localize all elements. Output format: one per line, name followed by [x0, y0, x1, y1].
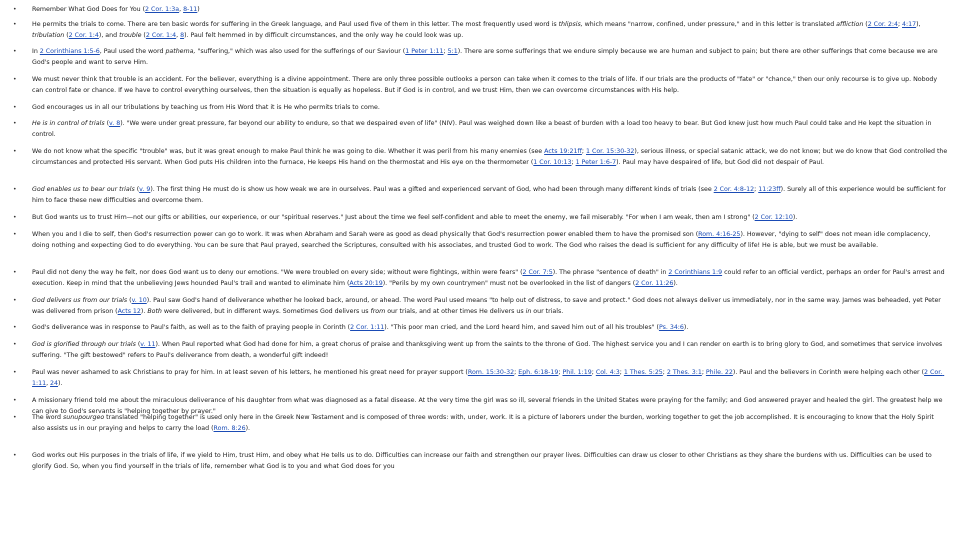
scripture-reference-link[interactable]: 2 Cor. 1:11 [350, 324, 385, 331]
emphasis-text: God is glorified through our trials [32, 341, 136, 348]
scripture-reference-link[interactable]: 2 Cor. 1:11 [32, 369, 945, 387]
emphasis-text: trouble [119, 31, 142, 39]
scripture-reference-link[interactable]: 1 Cor. 15:30-32 [586, 148, 635, 155]
body-text: ). When Paul reported what God had done for him, a great chorus of praise and thanksgiving went up from the saints to the throne of God. The highest service you and I can render on earth is to bring glory to God, and sometimes that service involves suffering. "The gift bestowed" refers to Paul's deliverance from death, a wonderful gift indeed! [32, 341, 945, 359]
body-text: Remember What God Does for You ( [32, 6, 146, 13]
body-text: ). "Perils by my own countrymen" must not be overlooked in the list of dangers ( [382, 279, 636, 287]
list-item-text [32, 268, 948, 289]
scripture-reference-link[interactable]: 5:1 [447, 48, 458, 55]
body-text: A missionary friend told me about the miraculous deliverance of his daughter from what was diagnosed as a fatal disease. At the very time the girl was so ill, several friends in the United States were praying for the family; and God answered prayer and healed the girl. The greatest help we can give to God's servants is "helping together by prayer." [32, 397, 945, 415]
scripture-reference-link[interactable]: Phil. 1:19 [562, 369, 592, 376]
list-item-text [32, 47, 948, 68]
bullet-dot-icon: • [13, 369, 17, 376]
scripture-reference-link[interactable]: v. 9 [139, 186, 151, 193]
body-text: ). Paul and the believers in Corinth were helping each other ( [732, 369, 925, 376]
body-text: We must never think that trouble is an accident. For the believer, everything is a divine appointment. There are only three possible outlooks a person can take when it comes to the trials of life. If our trials are the products of "fate" or "chance," then our only recourse is to give up. Nobody can control fate or chance. If we have to control everything ourselves, then the situation is equally as hopeless. But if God is in control, and we trust Him, then we can overcome circumstances with His help. [32, 76, 940, 94]
body-text: ; [662, 369, 667, 376]
scripture-reference-link[interactable]: 4:17 [902, 21, 917, 28]
bullet-dot-icon: • [13, 6, 17, 13]
body-text: ; [443, 48, 448, 55]
list-item-text [32, 119, 948, 140]
body-text: ). There are some sufferings that we endure simply because we are human and subject to pain; but there are other sufferings that come because we are God's people and want to serve Him. [32, 48, 940, 66]
scripture-reference-link[interactable]: 24 [50, 379, 59, 387]
scripture-reference-link[interactable]: 2 Cor. 1:4 [68, 31, 99, 39]
body-text: ; [754, 186, 759, 193]
scripture-reference-link[interactable]: v. 8 [109, 120, 121, 127]
list-item-text [32, 230, 948, 251]
scripture-reference-link[interactable]: 2 Corinthians 1:5-6 [39, 48, 100, 55]
body-text: In [32, 48, 40, 55]
bullet-dot-icon: • [13, 297, 17, 304]
bullet-dot-icon: • [13, 397, 17, 404]
body-text: ). The first thing He must do is show us how weak we are in ourselves. Paul was a gifted and experienced servant of God, who had been through many different kinds of trials (see [150, 186, 714, 193]
body-text: ). [673, 279, 678, 287]
scripture-reference-link[interactable]: 1 Peter 1:11 [405, 48, 444, 55]
body-text: , [179, 6, 184, 13]
body-text: , [46, 379, 51, 387]
bullet-dot-icon: • [13, 21, 17, 28]
body-text: But God wants us to trust Him—not our gifts or abilities, our experience, or our "spiritual reserves." Just about the time we feel self-confident and able to meet the enemy, we fail miserably. "For when I am weak, then am I strong" ( [32, 214, 755, 221]
body-text: ). Surely all of this experience would be sufficient for him to face these new difficulties and overcome them. [32, 186, 948, 204]
emphasis-text: in [525, 307, 532, 315]
body-text: ( [135, 341, 141, 348]
body-text: We do not know what the specific "trouble" was, but it was great enough to make Paul think he was going to die. Whether it was peril from his many enemies (see [32, 148, 545, 155]
scripture-reference-link[interactable]: 2 Cor. 2:4 [867, 21, 898, 28]
body-text: ). [683, 324, 689, 331]
scripture-reference-link[interactable]: 11:23ff [758, 186, 781, 193]
body-text: ). "This poor man cried, and the Lord heard him, and saved him out of all his troubles" ( [384, 324, 659, 331]
list-item-text [32, 147, 948, 168]
emphasis-text: thlipsis, [558, 21, 583, 28]
list-item-text [32, 103, 948, 114]
bullet-dot-icon: • [13, 76, 17, 83]
bullet-dot-icon: • [13, 48, 17, 55]
list-item-text [32, 451, 948, 472]
body-text: , [176, 31, 181, 39]
bullet-dot-icon: • [13, 414, 17, 421]
scripture-reference-link[interactable]: 8-11 [183, 6, 198, 13]
body-text: ; [591, 369, 596, 376]
scripture-reference-link[interactable]: 2 Cor. 1:4 [145, 31, 177, 39]
scripture-reference-link[interactable]: v. 11 [140, 341, 156, 348]
scripture-reference-link[interactable]: 2 Cor. 1:3a [145, 6, 180, 13]
scripture-reference-link[interactable]: Acts 12 [117, 307, 141, 315]
body-text: God works out His purposes in the trials of life, if we yield to Him, trust Him, and obey what He tells us to do. Difficulties can increase our faith and strengthen our prayer lives. Difficulties can draw us closer to other Christians as they share the burdens with us. Difficulties can be used to glorify God. So, when you find yourself in the trials of life, remember what God is to you and what God does for you [32, 452, 934, 470]
bullet-dot-icon: • [13, 104, 17, 111]
bullet-dot-icon: • [13, 341, 17, 348]
bullet-dot-icon: • [13, 186, 17, 193]
scripture-reference-link[interactable]: Acts 19:21ff [544, 148, 582, 155]
scripture-reference-link[interactable]: Rom. 8:26 [213, 424, 246, 432]
body-text: ). "We were under great pressure, far beyond our ability to endure, so that we despaired even of life" (NIV). Paul was weighed down like a beast of burden with a load too heavy to bear. But God knew just how much Paul could take and He kept the situation in control. [32, 120, 934, 138]
bullet-dot-icon: • [13, 214, 17, 221]
body-text: ), [916, 21, 923, 28]
body-text: ( [863, 21, 868, 28]
body-text: "suffering," which was also used for the sufferings of our Saviour ( [195, 48, 406, 55]
body-text: ). [792, 214, 798, 221]
body-text: The word [32, 414, 64, 421]
body-text: ( [64, 31, 69, 39]
body-text: ; [558, 369, 563, 376]
bullet-dot-icon: • [13, 269, 17, 276]
list-item-text [32, 323, 948, 334]
body-text: ( [141, 31, 146, 39]
body-text: which means "narrow, confined, under pressure," and in this letter is translated [582, 21, 837, 28]
bullet-dot-icon: • [13, 452, 17, 459]
scripture-reference-link[interactable]: Ps. 34:6 [658, 324, 684, 331]
scripture-reference-link[interactable]: 2 Cor. 12:10 [754, 214, 793, 221]
body-text: God's deliverance was in response to Paul's faith, as well as to the faith of praying people in Corinth ( [32, 324, 351, 331]
body-text: ; [571, 158, 576, 166]
scripture-reference-link[interactable]: Phile. 22 [705, 369, 733, 376]
list-item-text [32, 296, 948, 317]
body-text: ). [58, 379, 63, 387]
scripture-reference-link[interactable]: 2 Cor. 7:5 [522, 269, 553, 276]
body-text: He permits the trials to come. There are ten basic words for suffering in the Greek language, and Paul used five of them in this letter. The most frequently used word is [32, 21, 559, 28]
body-text: ( [104, 120, 110, 127]
bullet-dot-icon: • [13, 324, 17, 331]
body-text: our trials. [531, 307, 564, 315]
body-text: , Paul used the word [99, 48, 166, 55]
emphasis-text: pathema, [165, 48, 196, 55]
scripture-reference-link[interactable]: Acts 20:19 [349, 279, 383, 287]
scripture-reference-link[interactable]: 2 Thes. 3:1 [666, 369, 702, 376]
body-text: ; [897, 21, 903, 28]
scripture-reference-link[interactable]: Rom. 15:30-32 [467, 369, 515, 376]
scripture-reference-link[interactable]: Eph. 6:18-19 [518, 369, 559, 376]
bullet-dot-icon: • [13, 120, 17, 127]
scripture-reference-link[interactable]: 1 Cor. 10:13 [533, 158, 572, 166]
scripture-reference-link[interactable]: 2 Cor. 11:26 [635, 279, 674, 287]
list-item-text [32, 75, 948, 96]
body-text: ) [197, 6, 200, 13]
body-text: ), and [98, 31, 120, 39]
body-text: When you and I die to self, then God's resurrection power can go to work. It was when Abraham and Sarah were as good as dead physically that God's resurrection power enabled them to have the promised son ( [32, 231, 699, 238]
body-text: ( [134, 186, 140, 193]
emphasis-text: Both [147, 307, 162, 315]
scripture-reference-link[interactable]: v. 10 [131, 297, 147, 304]
body-text: ; [701, 369, 706, 376]
emphasis-text: sunupourgeo [63, 414, 105, 421]
body-text: ; [514, 369, 519, 376]
bullet-dot-icon: • [13, 231, 17, 238]
body-text: ). The phrase "sentence of death" in [552, 269, 669, 276]
body-text: ( [127, 297, 132, 304]
list-item-text [32, 368, 948, 389]
emphasis-text: God enables us to bear our trials [32, 186, 135, 193]
body-text: ; [619, 369, 624, 376]
list-item-text [32, 340, 948, 361]
body-text: Paul was never ashamed to ask Christians to pray for him. In at least seven of his letters, he mentioned his great need for prayer support ( [32, 369, 468, 376]
body-text: were delivered, but in different ways. Sometimes God delivers us [161, 307, 371, 315]
scripture-reference-link[interactable]: Rom. 4:16-25 [698, 231, 741, 238]
scripture-reference-link[interactable]: 2 Corinthians 1:9 [668, 269, 723, 276]
body-text: ). Paul may have despaired of life, but God did not despair of Paul. [616, 158, 825, 166]
body-text: Paul did not deny the way he felt, nor does God want us to deny our emotions. "We were troubled on every side; without were fightings, within were fears" ( [32, 269, 523, 276]
body-text: ), serious illness, or special satanic attack, we do not know; but we do know that God controlled the circumstances and protected His servant. When God puts His children into the furnace, He keeps His hand on the thermostat and His eye on the thermometer ( [32, 148, 950, 166]
body-text: God encourages us in all our tribulations by teaching us from His Word that it is He who permits trials to come. [32, 104, 380, 111]
body-text: ). Paul saw God's hand of deliverance whether he looked back, around, or ahead. The word [146, 297, 435, 304]
body-text: ). Paul felt hemmed in by difficult circumstances, and the only way he could look was up. [184, 31, 464, 39]
scripture-reference-link[interactable]: 8 [180, 31, 185, 39]
scripture-reference-link[interactable]: Col. 4:3 [595, 369, 620, 376]
body-text: ). [140, 307, 148, 315]
body-text: ). However, "dying to self" does not mean idle complacency, doing nothing and expecting God to do everything. You can be sure that Paul prayed, searched the Scriptures, consulted with his associates, and trusted God to work. The God who raises the dead is sufficient for any difficulty of life! He is able, but we must be available. [32, 231, 933, 249]
body-text: could refer to an official verdict, perhaps an order for Paul's arrest and execution. Keep in mind that the unbelieving Jews hounded Paul's trail and wanted to eliminate him ( [32, 269, 947, 287]
emphasis-text: from [370, 307, 386, 315]
list-item-text [32, 413, 948, 434]
body-text: ; [581, 148, 586, 155]
scripture-reference-link[interactable]: 1 Peter 1:6-7 [575, 158, 617, 166]
body-text: Paul used means "to help out of distress, to save and protect." God does not always deliver us immediately, nor in the same way. James was beheaded, yet Peter was delivered from prison ( [32, 297, 943, 315]
emphasis-text: tribulation [32, 31, 65, 39]
body-text: ). [245, 424, 251, 432]
bullet-dot-icon: • [13, 148, 17, 155]
list-item-text [32, 185, 948, 206]
list-item-text [32, 5, 948, 16]
body-text: translated "helping together" is used only here in the Greek New Testament and is composed of three words: with, under, work. It is a picture of laborers under the burden, working together to get the job accomplished. It is encouraging to know that the Holy Spirit also assists us in our praying and helps to carry the load ( [32, 414, 936, 432]
list-item-text [32, 20, 948, 41]
emphasis-text: affliction [836, 21, 864, 28]
emphasis-text: God delivers us from our trials [32, 297, 128, 304]
body-text: our trials, and at other times He delivers us [385, 307, 526, 315]
scripture-reference-link[interactable]: 2 Cor. 4:8-12 [713, 186, 755, 193]
list-item-text [32, 213, 948, 224]
emphasis-text: He is in control of trials [32, 120, 105, 127]
scripture-reference-link[interactable]: 1 Thes. 5:25 [623, 369, 663, 376]
